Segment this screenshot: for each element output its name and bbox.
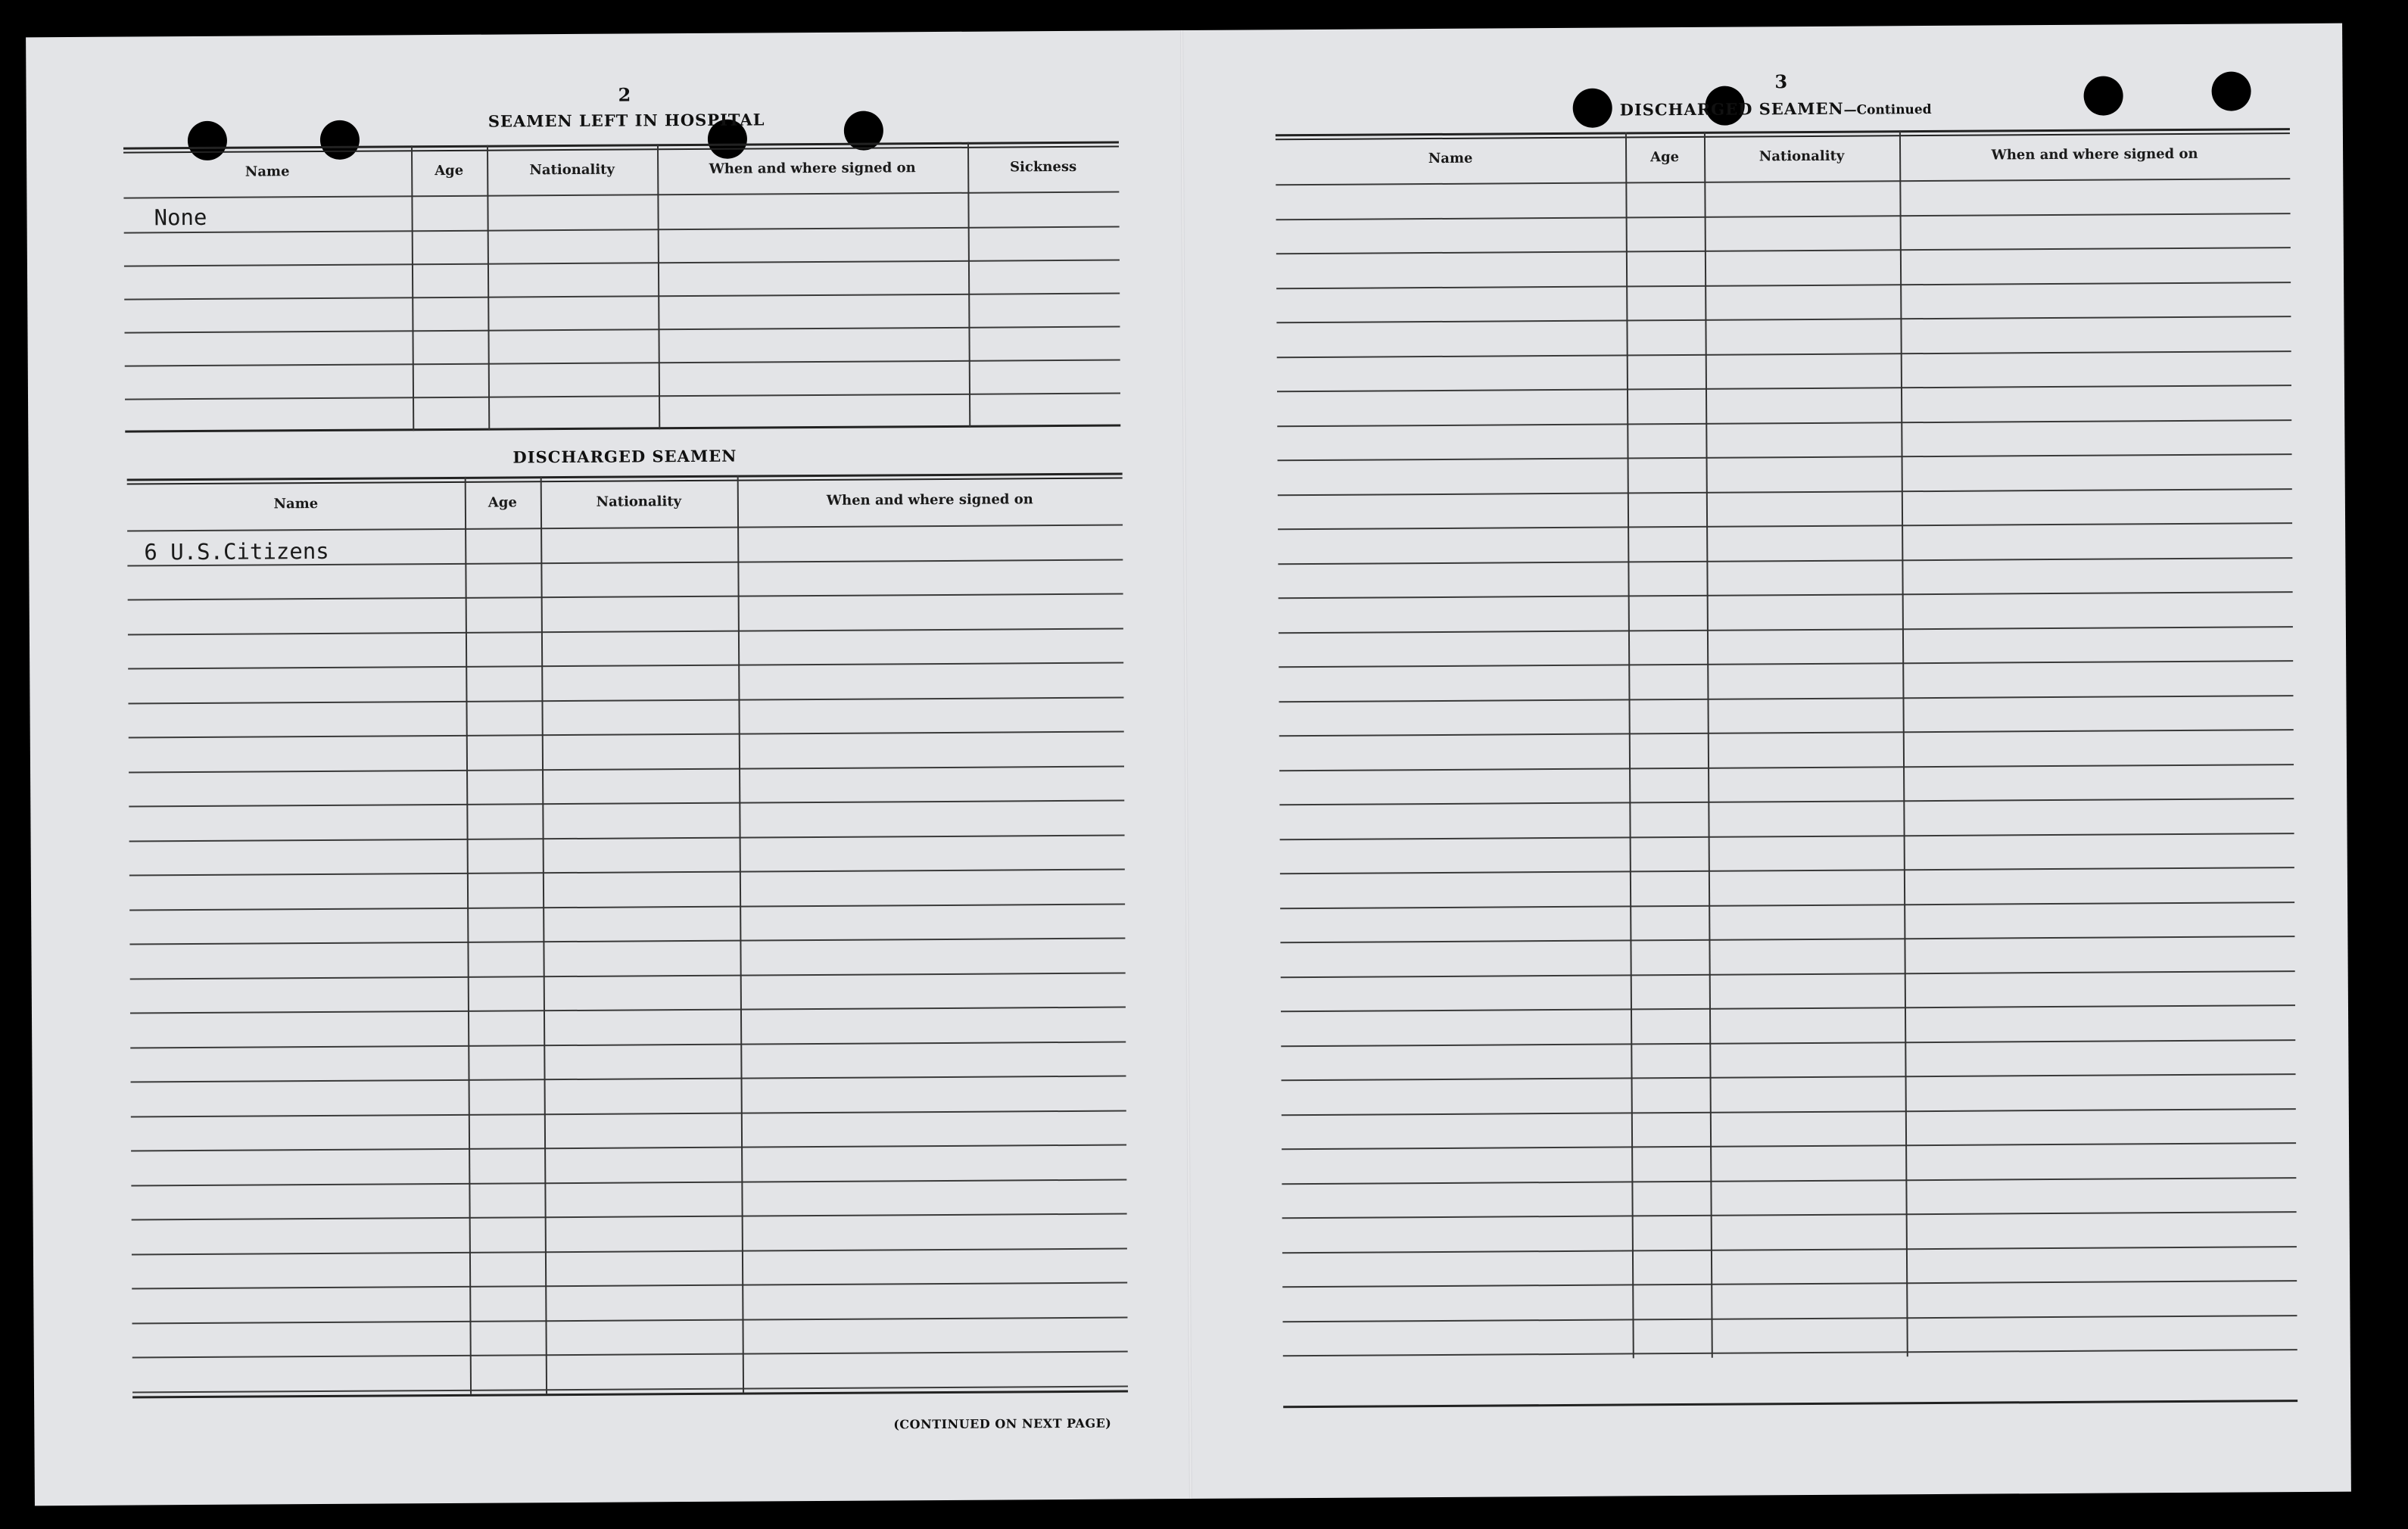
punch-hole: [2083, 76, 2123, 115]
row-line: [1278, 453, 2292, 461]
row-line: [131, 1144, 1126, 1152]
row-line: [131, 1110, 1126, 1117]
row-line: [1280, 867, 2294, 874]
ledger-bottom-rule: [125, 425, 1120, 433]
right-section-title-main: DISCHARGED SEAMEN: [1619, 98, 1844, 120]
row-line: [130, 1041, 1126, 1048]
row-line: [130, 972, 1126, 979]
discharged-header-row: [127, 473, 1123, 531]
header-nationality: Nationality: [596, 493, 682, 510]
discharged-ledger-right: [1276, 128, 2297, 1413]
row-line: [1281, 1004, 2295, 1012]
row-line: [1282, 1177, 2296, 1185]
column-divider: [1704, 132, 1713, 1358]
row-line: [1276, 316, 2291, 323]
row-line: [1279, 798, 2294, 805]
header-age: Age: [488, 494, 517, 511]
row-line: [1279, 695, 2293, 702]
row-line: [132, 1247, 1127, 1255]
row-line: [1280, 833, 2294, 840]
row-line: [125, 393, 1120, 400]
header-name: Name: [273, 495, 319, 512]
header-nationality: Nationality: [529, 161, 615, 178]
header-name: Name: [1428, 150, 1473, 167]
row-line: [1276, 282, 2291, 289]
header-signed-on: When and where signed on: [826, 490, 1033, 509]
header-age: Age: [1650, 148, 1680, 165]
row-line: [1278, 557, 2292, 565]
row-line: [132, 1213, 1127, 1221]
header-age: Age: [435, 162, 464, 179]
center-fold: [1180, 30, 1192, 1499]
column-divider: [1625, 132, 1634, 1358]
row-line: [125, 360, 1120, 367]
row-line: [129, 765, 1124, 773]
row-line: [132, 1316, 1127, 1324]
row-line: [1280, 902, 2294, 909]
row-line: [129, 834, 1125, 842]
right-page-number: 3: [1774, 70, 1788, 93]
row-line: [131, 1179, 1126, 1186]
hospital-ledger: [123, 142, 1120, 433]
hospital-section-title: SEAMEN LEFT IN HOSPITAL: [488, 110, 765, 131]
row-line: [129, 903, 1125, 911]
right-section-title: [1620, 98, 1932, 120]
row-line: [129, 869, 1125, 877]
punch-hole: [2211, 71, 2251, 111]
row-line: [1279, 729, 2294, 736]
column-divider: [737, 475, 744, 1393]
row-line: [1283, 1349, 2297, 1356]
row-line: [1278, 522, 2292, 530]
row-line: [1277, 350, 2291, 358]
discharged-section-title: DISCHARGED SEAMEN: [512, 446, 737, 467]
row-line: [124, 260, 1120, 267]
row-line: [1282, 1073, 2296, 1081]
row-line: [124, 326, 1120, 334]
row-line: [128, 627, 1123, 635]
header-signed-on: When and where signed on: [1991, 145, 2198, 163]
row-line: [1279, 660, 2293, 668]
header-sickness: Sickness: [1010, 158, 1077, 175]
row-line: [132, 1351, 1128, 1359]
hospital-header-row: [123, 142, 1119, 198]
row-line: [131, 1076, 1126, 1083]
row-line: [129, 938, 1125, 945]
row-line: [129, 800, 1124, 808]
continued-footer: (CONTINUED ON NEXT PAGE): [893, 1415, 1112, 1432]
right-header-row: [1276, 128, 2290, 184]
header-nationality: Nationality: [1758, 148, 1845, 164]
column-divider: [1899, 130, 1908, 1356]
row-line: [1277, 419, 2291, 427]
left-page-number: 2: [618, 83, 631, 106]
row-line: [128, 696, 1123, 704]
header-name: Name: [245, 163, 290, 180]
row-line: [1281, 1039, 2295, 1047]
row-line: [1281, 970, 2295, 978]
punch-hole: [1573, 89, 1612, 128]
document-sheet: [26, 23, 2351, 1506]
row-line: [1282, 1315, 2297, 1322]
discharged-entry: 6 U.S.Citizens: [144, 537, 329, 565]
row-line: [1279, 764, 2294, 771]
column-divider: [465, 477, 472, 1394]
row-line: [1279, 591, 2293, 599]
discharged-ledger-left: [127, 473, 1128, 1401]
ledger-bottom-rule: [1283, 1400, 2297, 1408]
row-line: [124, 293, 1120, 301]
row-line: [1280, 936, 2294, 943]
row-line: [132, 1282, 1127, 1290]
row-line: [1276, 247, 2291, 254]
row-line: [1282, 1142, 2296, 1150]
row-line: [129, 731, 1124, 739]
header-signed-on: When and where signed on: [709, 159, 916, 177]
row-line: [1278, 488, 2292, 496]
row-line: [1282, 1280, 2297, 1288]
row-line: [1279, 626, 2293, 634]
row-line: [1276, 213, 2291, 220]
row-line: [1282, 1108, 2296, 1116]
row-line: [128, 662, 1123, 670]
row-line: [1282, 1246, 2297, 1253]
row-line: [1282, 1211, 2297, 1219]
right-section-title-suffix: —Continued: [1843, 101, 1932, 118]
row-line: [124, 226, 1120, 234]
hospital-entry: None: [154, 204, 207, 231]
row-line: [1277, 385, 2291, 392]
row-line: [128, 593, 1123, 601]
column-divider: [540, 476, 547, 1394]
row-line: [130, 1007, 1126, 1014]
